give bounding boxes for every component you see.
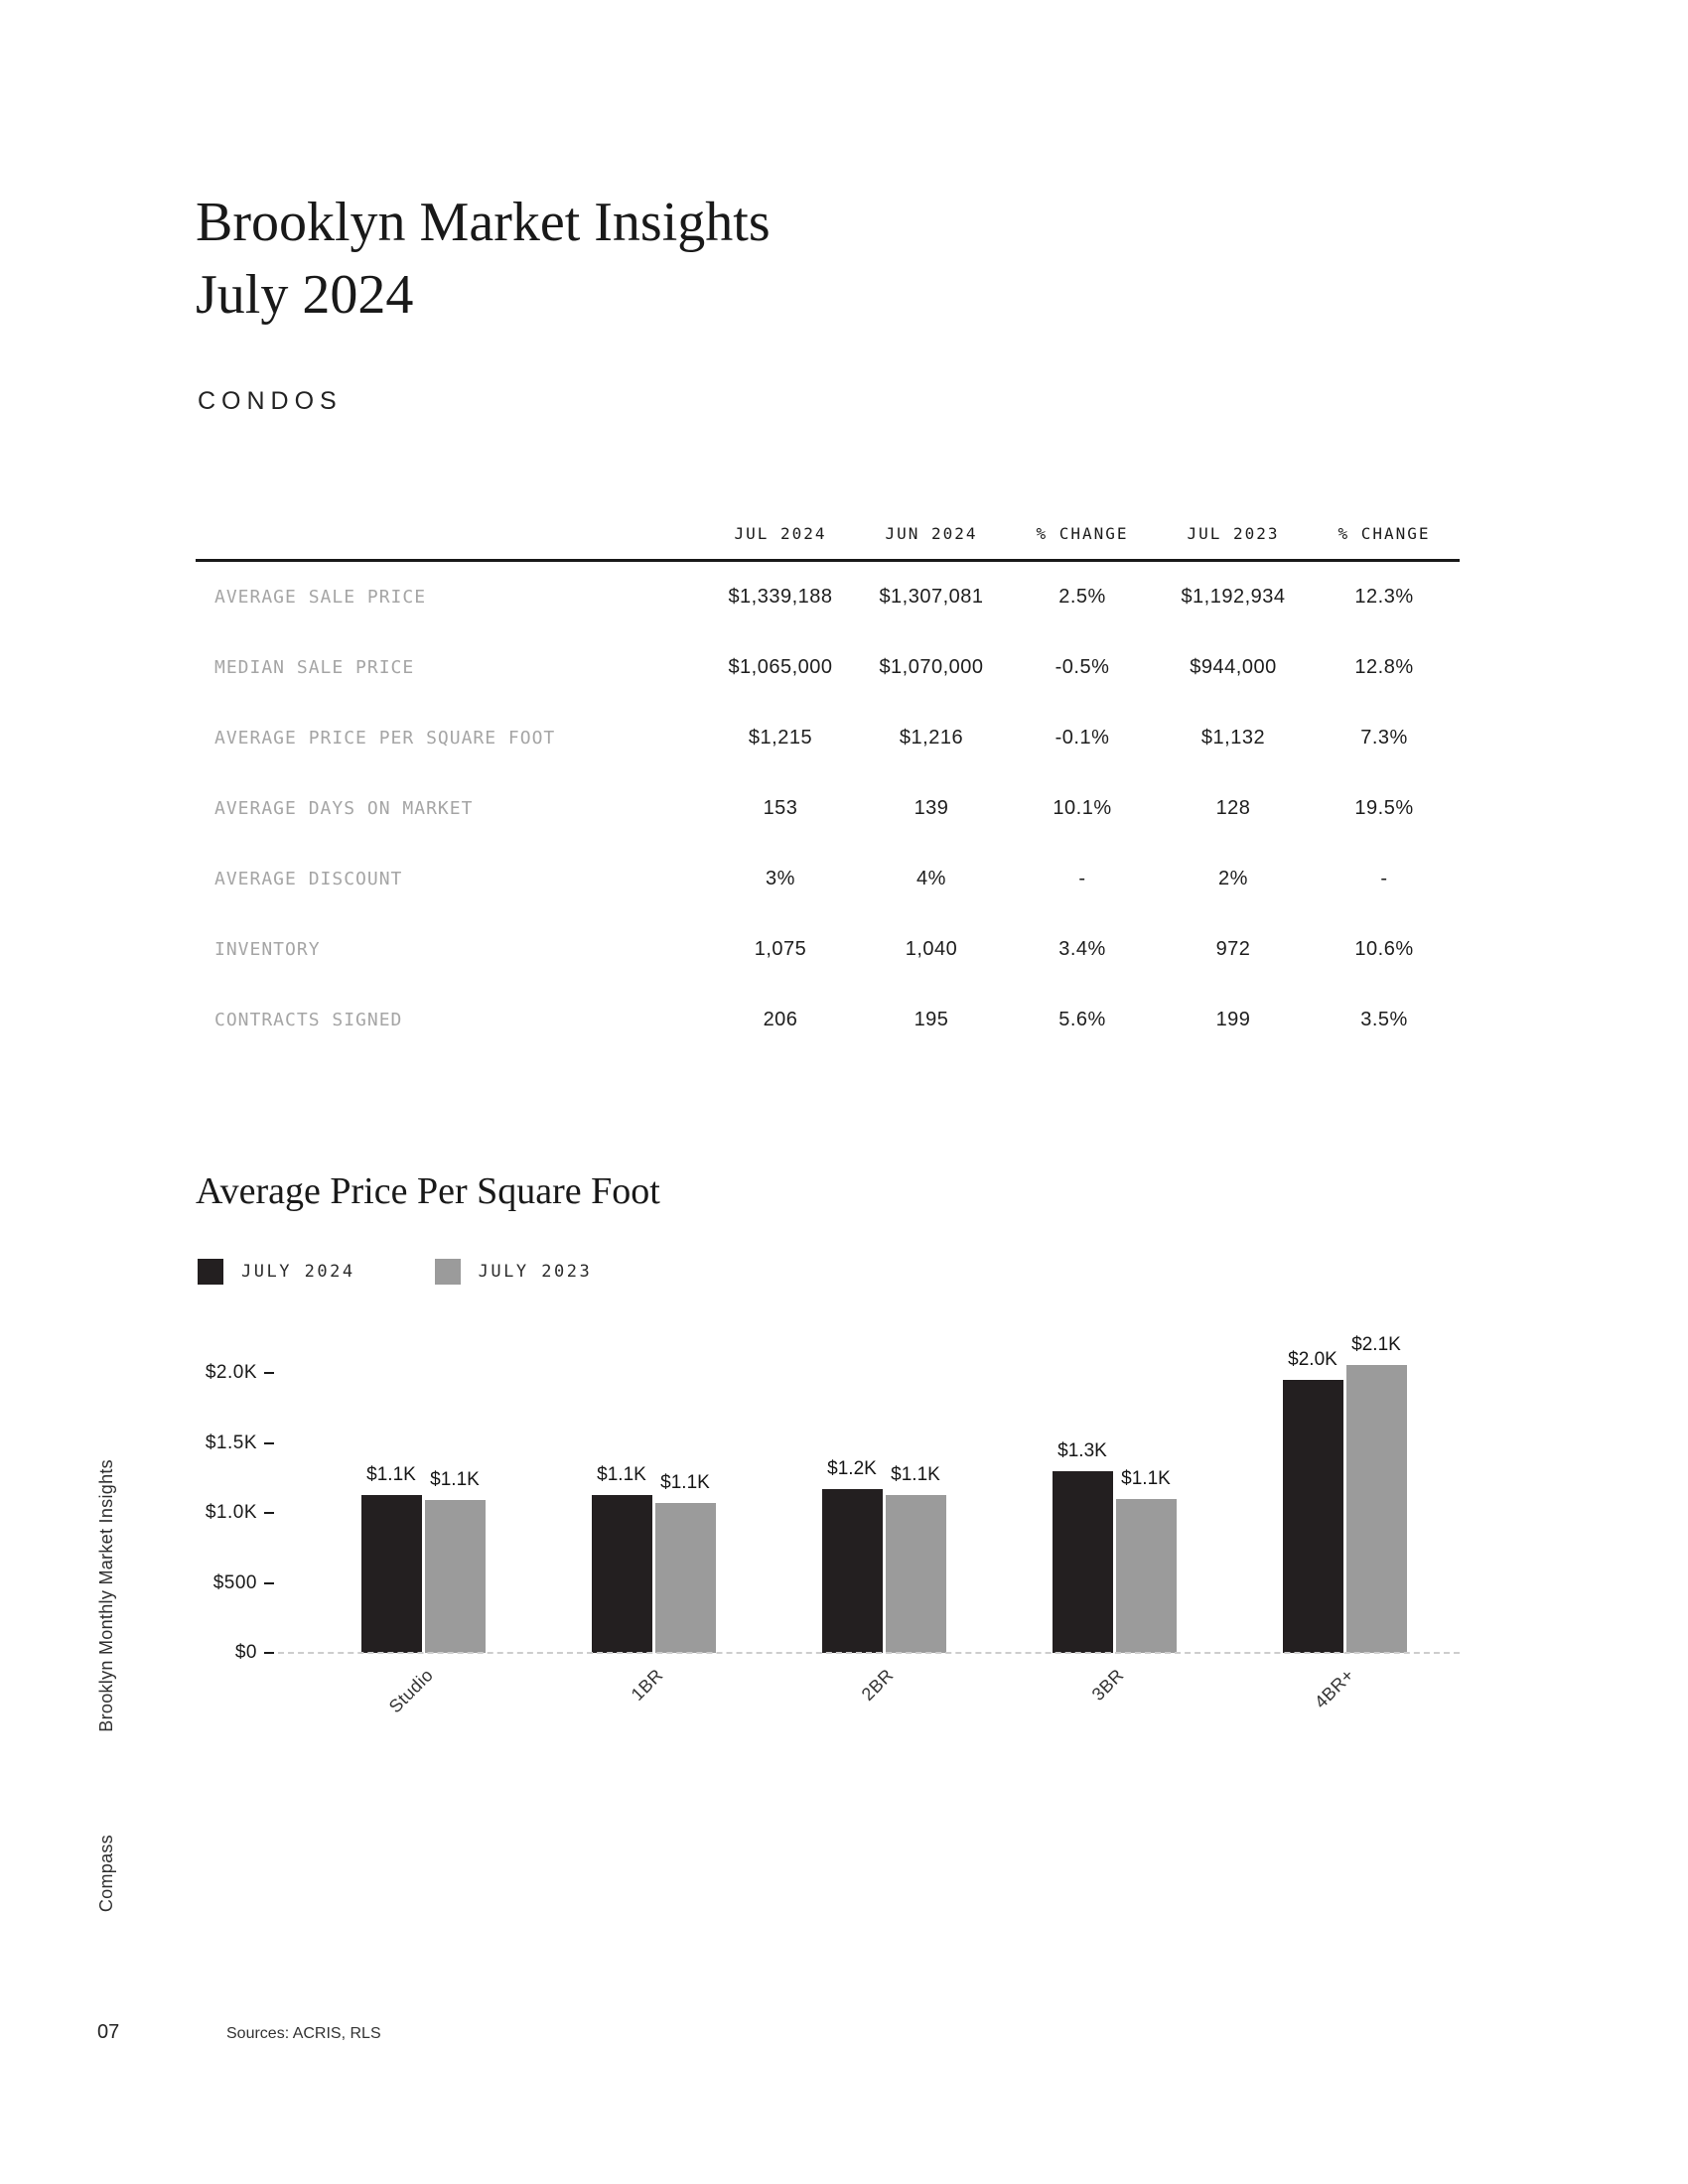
table-row (196, 844, 1460, 914)
cell-value: $1,132 (1200, 727, 1266, 749)
category-label: 4BR+ (1311, 1665, 1359, 1712)
y-tick-mark (264, 1372, 274, 1374)
stats-table (196, 524, 1460, 1055)
table-body (196, 562, 1460, 1055)
bar (1053, 1471, 1113, 1653)
legend-swatch (198, 1259, 223, 1285)
bar (361, 1495, 422, 1653)
legend-swatch (435, 1259, 461, 1285)
category-label: 1BR (628, 1665, 668, 1705)
column-header: JUL 2023 (1187, 524, 1280, 543)
legend-label: JULY 2024 (241, 1262, 355, 1282)
cell-value: 1,040 (905, 938, 958, 960)
column-header: JUN 2024 (885, 524, 978, 543)
x-axis-baseline (278, 1652, 1460, 1654)
cell-value: 19.5% (1354, 797, 1414, 819)
bar-column (886, 1464, 946, 1653)
bar-column (1346, 1334, 1407, 1653)
cell-value: $1,307,081 (879, 586, 984, 608)
bar (822, 1489, 883, 1653)
bar (1346, 1365, 1407, 1653)
bar-column (361, 1464, 422, 1653)
y-tick-mark (264, 1442, 274, 1444)
row-label: INVENTORY (214, 939, 321, 960)
cell-value: 2% (1218, 868, 1248, 889)
cell-value: 12.3% (1354, 586, 1414, 608)
column-header: JUL 2024 (734, 524, 827, 543)
cell-value: $1,216 (899, 727, 964, 749)
legend-label: JULY 2023 (478, 1262, 593, 1282)
page-number: 07 (97, 2021, 120, 2043)
brand-vertical-text: Compass (96, 1835, 116, 1913)
cell-value: 3.4% (1058, 938, 1106, 960)
plot-area (205, 1333, 1460, 1717)
cell-value: 206 (763, 1009, 798, 1030)
cell-value: 199 (1215, 1009, 1251, 1030)
table-row (196, 562, 1460, 632)
legend-item (198, 1259, 355, 1285)
column-header: % CHANGE (1337, 524, 1431, 543)
table-row (196, 773, 1460, 844)
sources-note: Sources: ACRIS, RLS (226, 2025, 381, 2042)
y-tick (175, 1642, 274, 1664)
section-label: CONDOS (198, 387, 343, 415)
chart-legend (198, 1259, 592, 1285)
cell-value: - (1078, 868, 1086, 889)
cell-value: 5.6% (1058, 1009, 1106, 1030)
cell-value: - (1380, 868, 1388, 889)
table-header-row (196, 524, 1460, 562)
cell-value: 10.6% (1354, 938, 1414, 960)
bar-value-label: $1.3K (1057, 1439, 1107, 1461)
cell-value: 128 (1215, 797, 1251, 819)
cell-value: 12.8% (1354, 656, 1414, 678)
cell-value: $1,065,000 (728, 656, 833, 678)
bar-group (1283, 1333, 1407, 1712)
bar-value-label: $1.1K (660, 1472, 710, 1494)
category-label: 2BR (858, 1665, 899, 1705)
bar-group (592, 1463, 716, 1705)
cell-value: 7.3% (1360, 727, 1408, 749)
row-label: AVERAGE DISCOUNT (214, 869, 403, 889)
page-title-line1: Brooklyn Market Insights (196, 192, 771, 253)
page-title-line2: July 2024 (196, 263, 414, 326)
bar-column (655, 1472, 716, 1653)
bar (886, 1495, 946, 1653)
table-row (196, 985, 1460, 1055)
y-tick-label: $2.0K (205, 1362, 257, 1383)
cell-value: 2.5% (1058, 586, 1106, 608)
bar-value-label: $1.1K (430, 1469, 480, 1491)
bars (278, 1333, 1460, 1717)
chart-title: Average Price Per Square Foot (196, 1170, 660, 1212)
row-label: AVERAGE PRICE PER SQUARE FOOT (214, 728, 556, 749)
cell-value: 1,075 (754, 938, 807, 960)
page-title (196, 187, 771, 332)
bar-column (1283, 1349, 1343, 1653)
cell-value: $1,339,188 (728, 586, 833, 608)
y-tick-mark (264, 1652, 274, 1654)
table-row (196, 703, 1460, 773)
table-row (196, 914, 1460, 985)
row-label: AVERAGE SALE PRICE (214, 587, 427, 608)
y-tick-label: $1.0K (205, 1502, 257, 1523)
y-tick-label: $500 (212, 1571, 257, 1593)
bar-chart (196, 1333, 1460, 1717)
bar-column (822, 1458, 883, 1653)
row-label: CONTRACTS SIGNED (214, 1010, 403, 1030)
column-header: % CHANGE (1036, 524, 1129, 543)
bar-column (425, 1469, 486, 1653)
cell-value: 972 (1215, 938, 1251, 960)
row-label: AVERAGE DAYS ON MARKET (214, 798, 474, 819)
bar-value-label: $1.1K (366, 1463, 416, 1485)
cell-value: 139 (914, 797, 949, 819)
bar-group (361, 1463, 486, 1717)
bar-value-label: $2.0K (1288, 1349, 1337, 1371)
cell-value: 195 (914, 1009, 949, 1030)
bar-group (822, 1458, 946, 1705)
legend-item (435, 1259, 593, 1285)
bar-value-label: $1.2K (827, 1458, 877, 1480)
cell-value: 3.5% (1360, 1009, 1408, 1030)
bar (655, 1503, 716, 1653)
bar-value-label: $1.1K (597, 1463, 646, 1485)
bar-column (1116, 1468, 1177, 1653)
bar-column (592, 1464, 652, 1653)
y-tick-label: $0 (234, 1642, 257, 1663)
y-tick-mark (264, 1512, 274, 1514)
bar-value-label: $2.1K (1351, 1333, 1401, 1355)
category-label: Studio (384, 1665, 438, 1717)
cell-value: $944,000 (1190, 656, 1277, 678)
y-tick (175, 1433, 274, 1454)
bar (425, 1500, 486, 1653)
bar-column (1053, 1440, 1113, 1653)
y-tick-label: $1.5K (205, 1432, 257, 1453)
cell-value: 10.1% (1053, 797, 1112, 819)
bar (1116, 1499, 1177, 1653)
bar-group (1053, 1439, 1177, 1705)
cell-value: $1,070,000 (879, 656, 984, 678)
cell-value: 153 (763, 797, 798, 819)
bar (592, 1495, 652, 1653)
y-tick-mark (264, 1582, 274, 1584)
sidebar-vertical-text: Brooklyn Monthly Market Insights (96, 1459, 116, 1732)
table-row (196, 632, 1460, 703)
category-label: 3BR (1088, 1665, 1129, 1705)
bar-value-label: $1.1K (891, 1463, 940, 1485)
bar-value-label: $1.1K (1121, 1467, 1171, 1489)
cell-value: 3% (766, 868, 795, 889)
cell-value: $1,192,934 (1181, 586, 1286, 608)
y-tick (175, 1362, 274, 1384)
cell-value: -0.5% (1055, 656, 1110, 678)
cell-value: 4% (916, 868, 946, 889)
y-tick (175, 1502, 274, 1524)
row-label: MEDIAN SALE PRICE (214, 657, 415, 678)
cell-value: $1,215 (748, 727, 813, 749)
bar (1283, 1380, 1343, 1653)
y-tick (175, 1572, 274, 1594)
cell-value: -0.1% (1055, 727, 1110, 749)
